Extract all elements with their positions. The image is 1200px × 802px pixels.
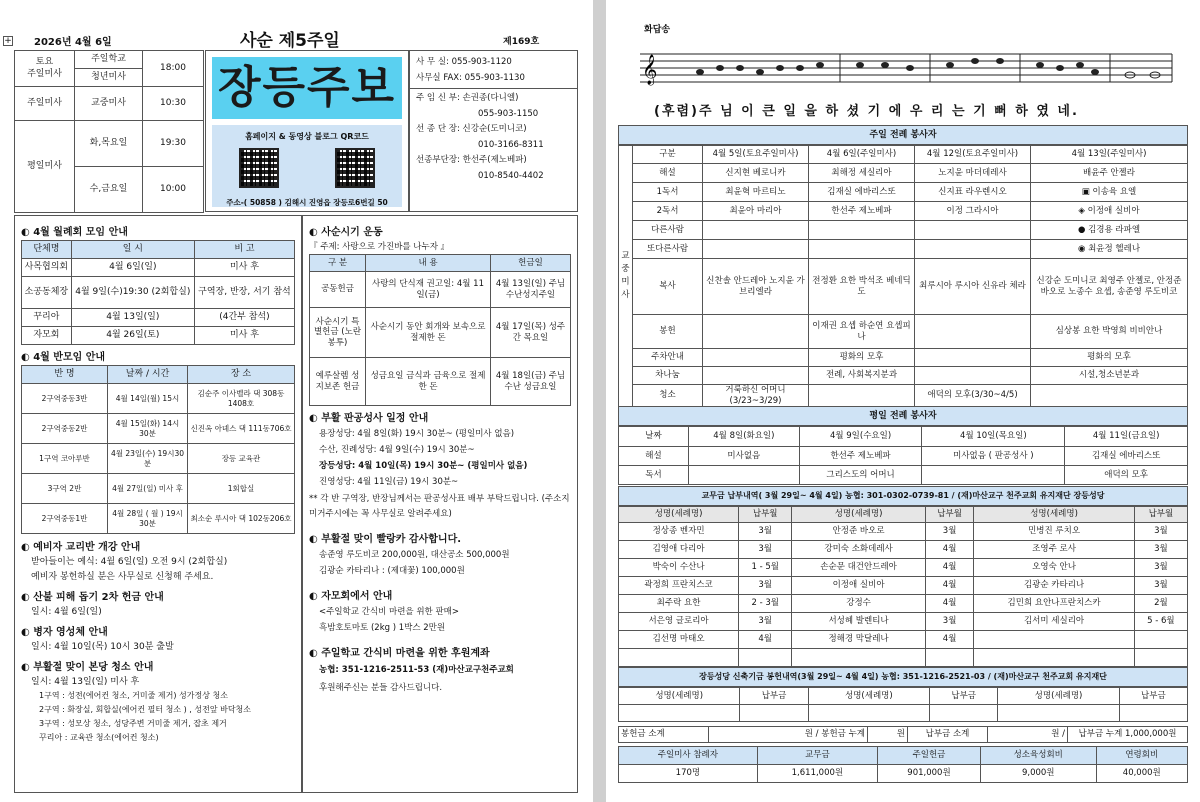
- cell: 3구역 2반: [22, 474, 108, 504]
- dues-title: 교무금 납부내역( 3월 29일~ 4월 4일) 농협: 301-0302-0739-81 / (재)마산교구 천주교회 유지재단 장등성당: [618, 486, 1188, 506]
- cell: 4월: [925, 631, 974, 649]
- cell: 조영주 로사: [974, 541, 1134, 559]
- cell: 원 /: [988, 727, 1068, 743]
- notice-line: 1구역 : 성전(에어컨 청소, 거미줄 제거) 성가정상 청소: [39, 691, 228, 700]
- cell: 최해정 세실리아: [809, 164, 915, 183]
- cell: 4월 26일(토): [71, 327, 194, 345]
- cell: ◈ 이정애 실비아: [1031, 202, 1188, 221]
- bulletin-date: 2026년 4월 6일: [34, 37, 112, 48]
- cell: 납부금 누계 1,000,000원: [1068, 727, 1188, 743]
- issue-number: 제169호: [503, 37, 540, 47]
- col-header: 헌금일: [491, 255, 571, 272]
- cell: 노지윤 마더데레사: [915, 164, 1031, 183]
- donation-title: ◐ 부활절 맞이 빨랑카 감사합니다.: [309, 534, 462, 545]
- cell: 2월: [1134, 595, 1187, 613]
- mass-sub: 교중미사: [75, 87, 143, 121]
- cell: 김서미 세실리아: [974, 613, 1134, 631]
- cell: [974, 631, 1134, 649]
- cell: 심상봉 요한 박영희 비비안나: [1031, 315, 1188, 349]
- penance-line: 수산, 진례성당: 4월 9일(수) 19시 30분~: [319, 445, 475, 455]
- cell: 애덕의 모후: [1065, 466, 1188, 485]
- cell: [809, 221, 915, 240]
- cell: 3월: [1134, 523, 1187, 541]
- cell: 40,000원: [1096, 765, 1187, 783]
- cell: 서은영 글로리아: [619, 613, 739, 631]
- cell: 3월: [739, 523, 792, 541]
- cell: 1 - 5월: [739, 559, 792, 577]
- cell: 곽정희 프란치스코: [619, 577, 739, 595]
- ban-meeting-table: [21, 365, 295, 534]
- mass-day: 주일미사: [15, 87, 75, 121]
- cell: [915, 221, 1031, 240]
- col-header: 반 명: [22, 366, 108, 384]
- cell: 4월 13일(일): [71, 309, 194, 327]
- mothers-line: <주일학교 간식비 마련을 위한 판매>: [319, 607, 460, 617]
- cell: 복사: [633, 259, 703, 315]
- col-header: 4월 12일(토요주일미사): [915, 146, 1031, 164]
- cell: 4월 28일 ( 월 ) 19시30분: [108, 504, 188, 534]
- cell: [703, 315, 809, 349]
- col-header: 내 용: [366, 255, 491, 272]
- cell: 자모회: [22, 327, 72, 345]
- cell: [1134, 631, 1187, 649]
- bulletin-logo: 장등주보: [217, 62, 396, 113]
- cell: [915, 367, 1031, 385]
- cell: 한선주 제노베파: [799, 447, 922, 466]
- lent-table: [309, 254, 571, 406]
- cell: (4간부 참석): [194, 309, 294, 327]
- cell: 전례, 사회복지분과: [809, 367, 915, 385]
- cell: [703, 221, 809, 240]
- monthly-meeting-title: ◐ 4월 월례회 모임 안내: [21, 227, 128, 238]
- fund-table: [618, 687, 1188, 722]
- dues-table: [618, 506, 1188, 667]
- mass-day: 주일미사: [27, 68, 62, 79]
- col-header: 납부월: [739, 507, 792, 523]
- mass-sub: 수,금요일: [75, 167, 143, 213]
- penance-note: ** 각 반 구역장, 반장님께서는 판공성사표 배부 부탁드립니다. (주소지 미거주시에는 꼭 사무실로 알려주세요): [309, 494, 570, 519]
- cell: 예루살렘 성지보존 헌금: [310, 358, 366, 406]
- lent-theme: 『 주제: 사랑으로 가진바를 나누자 』: [309, 242, 450, 252]
- account-line: 후원해주신는 분들 감사드립니다.: [319, 683, 443, 693]
- cell: 김민희 요안나프란치스카: [974, 595, 1134, 613]
- penance-line: 장등성당: 4월 10일(목) 19시 30분~ (평일미사 없음): [319, 461, 528, 471]
- cell: 신강순 도미니코 최영주 안젤로, 안정준 바오로 노종수 요셉, 송준영 루도비코: [1031, 259, 1188, 315]
- weekday-servers-title: 평일 전례 봉사자: [618, 406, 1188, 426]
- right-column: [302, 215, 578, 793]
- cell: ◉ 최윤정 헬레나: [1031, 240, 1188, 259]
- fund-title: 장등성당 신축기금 봉헌내역(3월 29일~ 4월 4일) 농협: 351-1216-2521-03 / (재)마산교구 천주교회 유지재단: [618, 667, 1188, 687]
- cell: 3월: [1134, 577, 1187, 595]
- cell: 3월: [1134, 559, 1187, 577]
- cell: 4월 17일(목) 성주간 목요일: [491, 308, 571, 358]
- logo-block: [205, 50, 409, 212]
- cell: 4월 13일(일) 주님수난성지주일: [491, 272, 571, 308]
- cell: 김선명 마태오: [619, 631, 739, 649]
- cell: 4월: [925, 595, 974, 613]
- music-staff: [640, 44, 1180, 90]
- cell: 2구역중동3반: [22, 384, 108, 414]
- cell: 최윤혁 마르티노: [703, 183, 809, 202]
- cell: 5 - 6월: [1134, 613, 1187, 631]
- notice-line: 일시: 4월 10일(목) 10시 30분 출발: [31, 642, 174, 652]
- mothers-title: ◐ 자모회에서 안내: [309, 591, 393, 602]
- mass-schedule-table: [14, 50, 204, 213]
- col-header: 주일헌금: [878, 747, 981, 765]
- mass-time: 10:00: [143, 167, 204, 213]
- contact-block: [409, 50, 578, 212]
- cell: 주차안내: [633, 349, 703, 367]
- col-header: 성명(세례명): [619, 688, 740, 705]
- cell: 4월: [925, 577, 974, 595]
- col-header: 4월 5일(토요주일미사): [703, 146, 809, 164]
- cell: 4월: [925, 559, 974, 577]
- col-header: 성명(세례명): [619, 507, 739, 523]
- cell: 평화의 모후: [809, 349, 915, 367]
- cell: [809, 240, 915, 259]
- cell: 시설,청소년분과: [1031, 367, 1188, 385]
- cell: 손순문 대건안드레아: [792, 559, 926, 577]
- col-header: 4월 9일(수요일): [799, 427, 922, 447]
- notice-line: 꾸리아 : 교육관 청소(에어컨 청소): [39, 733, 159, 742]
- notice-title: ◐ 예비자 교리반 개강 안내: [21, 542, 141, 553]
- cell: 정상종 벤자민: [619, 523, 739, 541]
- cell: 해설: [619, 447, 689, 466]
- cell: 이정애 실비아: [792, 577, 926, 595]
- cell: 원 / 봉헌금 누계: [709, 727, 868, 743]
- cell: 신지표 라우렌시오: [915, 183, 1031, 202]
- cell: ● 김경용 라파엘: [1031, 221, 1188, 240]
- cell: 최윤아 마리아: [703, 202, 809, 221]
- cell: 1,611,000원: [757, 765, 877, 783]
- cell: [915, 240, 1031, 259]
- cell: 170명: [619, 765, 758, 783]
- col-header: 구 분: [310, 255, 366, 272]
- cell: 3월: [925, 613, 974, 631]
- cell: 미사 후: [194, 327, 294, 345]
- office-phone: 사 무 실: 055-903-1120: [416, 57, 512, 67]
- cell: 신찬솔 안드레아 노지윤 가브리엘라: [703, 259, 809, 315]
- blog-qr-icon[interactable]: [335, 148, 375, 188]
- mass-day: 평일미사: [15, 121, 75, 213]
- cell: 신진옥 아녜스 댁 111동706호: [188, 414, 295, 444]
- homepage-qr-icon[interactable]: [239, 148, 279, 188]
- qr-title: 홈페이지 & 동영상 블로그 QR코드: [245, 132, 369, 141]
- cell: [703, 240, 809, 259]
- cell: 4월 6일(일): [71, 259, 194, 277]
- penance-title: ◐ 부활 판공성사 일정 안내: [309, 413, 429, 424]
- col-header: 납부월: [925, 507, 974, 523]
- cell: 2구역중동1반: [22, 504, 108, 534]
- cell: 4월 14일(월) 15시: [108, 384, 188, 414]
- cell: 원: [868, 727, 908, 743]
- sunday-servers-title: 주일 전례 봉사자: [618, 125, 1188, 145]
- cell: 최소순 루시아 댁 102동206호: [188, 504, 295, 534]
- cell: 4월 27일(일) 미사 후: [108, 474, 188, 504]
- cell: 해설: [633, 164, 703, 183]
- cell: 구역장, 반장, 서기 참석: [194, 277, 294, 309]
- cell: 901,000원: [878, 765, 981, 783]
- cell: 4월: [739, 631, 792, 649]
- page-title: 사순 제5주일: [240, 31, 340, 51]
- mothers-line: 흑밤호토마토 (2kg ) 1박스 2만원: [319, 623, 446, 633]
- cell: 서성혜 발렌티나: [792, 613, 926, 631]
- cell: 김순주 이사벨라 댁 308동1408호: [188, 384, 295, 414]
- col-header: 교무금: [757, 747, 877, 765]
- col-header: 4월 6일(주일미사): [809, 146, 915, 164]
- cell: 4월 15일(화) 14시 30분: [108, 414, 188, 444]
- lent-title: ◐ 사순시기 운동: [309, 227, 383, 238]
- cell: 소공동체장: [22, 277, 72, 309]
- cell: 거룩하신 어머니 (3/23~3/29): [703, 385, 809, 407]
- priest-name: 주 임 신 부: 손권종(다니엘): [416, 93, 519, 103]
- sunday-servers-table: [618, 145, 1188, 407]
- col-header: 단체명: [22, 241, 72, 259]
- church-address: 주소-( 50858 ) 김해시 진영읍 장등로6번길 50: [226, 198, 388, 207]
- cell: 3월: [925, 523, 974, 541]
- vice-chair-name: 선종부단장: 한선주(제노베파): [416, 155, 527, 165]
- cell: 한선주 제노베파: [809, 202, 915, 221]
- col-header: 날짜: [619, 427, 689, 447]
- cell: [915, 349, 1031, 367]
- cell: 그리스도의 어머니: [799, 466, 922, 485]
- col-header: 성명(세례명): [792, 507, 926, 523]
- col-header: 성소육성회비: [980, 747, 1096, 765]
- cell: [703, 367, 809, 385]
- cell: 공동헌금: [310, 272, 366, 308]
- mass-sub: 청년미사: [75, 69, 143, 87]
- col-header: 장 소: [188, 366, 295, 384]
- cell: 평화의 모후: [1031, 349, 1188, 367]
- donation-line: 김광순 카타리나 : (제대꽃) 100,000원: [319, 566, 465, 576]
- col-header: 구분: [633, 146, 703, 164]
- cell: 애덕의 모후(3/30~4/5): [915, 385, 1031, 407]
- weekday-servers-table: [618, 426, 1188, 485]
- penance-line: 용장성당: 4월 8일(화) 19시 30분~ (평일미사 없음): [319, 429, 515, 439]
- cell: [915, 315, 1031, 349]
- col-header: 성명(세례명): [974, 507, 1134, 523]
- vice-chair-phone: 010-8540-4402: [478, 170, 544, 181]
- cell: 미사 후: [194, 259, 294, 277]
- totals-table: [618, 726, 1188, 743]
- notice-line: 2구역 : 화장실, 회합실(에어컨 필터 청소 ) , 성전앞 바닥청소: [39, 705, 252, 714]
- mass-sub: 화,목요일: [75, 121, 143, 167]
- col-header: 납부금: [930, 688, 998, 705]
- cell: 사랑의 단식재 권고일: 4월 11일(금): [366, 272, 491, 308]
- notice-line: 받아들이는 예식: 4월 6일(일) 오전 9시 (2회합실): [31, 557, 228, 567]
- cell: 1회합실: [188, 474, 295, 504]
- cell: 박숙이 수산나: [619, 559, 739, 577]
- col-header: 성명(세례명): [808, 688, 929, 705]
- col-header: 4월 11일(금요일): [1065, 427, 1188, 447]
- col-header: 납부월: [1134, 507, 1187, 523]
- cell: 이정 그라시아: [915, 202, 1031, 221]
- col-header: 날짜 / 시간: [108, 366, 188, 384]
- cell: 2독서: [633, 202, 703, 221]
- cell: 3월: [1134, 541, 1187, 559]
- cell: 이재권 요셉 하순연 요셉피나: [809, 315, 915, 349]
- cell: 김재실 에바리스또: [809, 183, 915, 202]
- office-fax: 사무실 FAX: 055-903-1130: [416, 72, 525, 83]
- left-page: [0, 0, 593, 802]
- cell: 오영숙 안나: [974, 559, 1134, 577]
- col-header: 4월 8일(화요일): [689, 427, 800, 447]
- logo-banner: [212, 57, 402, 119]
- cell: [703, 349, 809, 367]
- notice-line: 일시: 4월 13일(일) 미사 후: [31, 677, 140, 687]
- notice-line: 예비자 봉헌하실 분은 사무실로 신청해 주세요.: [31, 572, 214, 582]
- mass-time: 10:30: [143, 87, 204, 121]
- hymn-label: 화답송: [644, 25, 671, 35]
- left-column: [14, 215, 302, 793]
- notice-title: ◐ 산불 피해 돕기 2차 헌금 안내: [21, 592, 164, 603]
- chair-name: 선 종 단 장: 신강순(도미니코): [416, 124, 527, 134]
- cell: 3월: [739, 577, 792, 595]
- move-handle-icon[interactable]: +: [4, 36, 12, 46]
- account-title: ◐ 주일학교 간식비 마련을 위한 후원계좌: [309, 648, 490, 659]
- col-header: 4월 13일(주일미사): [1031, 146, 1188, 164]
- cell: [922, 466, 1065, 485]
- mass-sub: 주일학교: [75, 51, 143, 69]
- cell: 꾸리아: [22, 309, 72, 327]
- col-header: 성명(세례명): [998, 688, 1119, 705]
- col-header: 연령회비: [1096, 747, 1187, 765]
- cell: 1구역 코아루반: [22, 444, 108, 474]
- cell: 4월 23일(수) 19시30분: [108, 444, 188, 474]
- cell: 봉헌: [633, 315, 703, 349]
- cell: [809, 385, 915, 407]
- mass-type-label: 교 중 미 사: [619, 146, 633, 407]
- cell: 김영애 다리아: [619, 541, 739, 559]
- cell: 납부금 소계: [908, 727, 988, 743]
- cell: 최주락 요한: [619, 595, 739, 613]
- cell: [689, 466, 800, 485]
- cell: 4월 9일(수)19:30 (2회합실): [71, 277, 194, 309]
- mass-time: 18:00: [143, 51, 204, 87]
- cell: 강정수: [792, 595, 926, 613]
- cell: 독서: [619, 466, 689, 485]
- cell: 민병진 루치오: [974, 523, 1134, 541]
- cell: 신지현 베로니카: [703, 164, 809, 183]
- cell: 김광순 카타리나: [974, 577, 1134, 595]
- notice-line: 3구역 : 성모상 청소, 성당주변 거미줄 제거, 잡초 제거: [39, 719, 227, 728]
- col-header: 4월 10일(목요일): [922, 427, 1065, 447]
- cell: 3월: [739, 541, 792, 559]
- col-header: 주일미사 참례자: [619, 747, 758, 765]
- cell: 미사없음 ( 판공성사 ): [922, 447, 1065, 466]
- cell: 정해경 막달레나: [792, 631, 926, 649]
- cell: 사순시기 동안 회개와 보속으로 절제한 돈: [366, 308, 491, 358]
- monthly-meeting-table: [21, 240, 295, 345]
- notice-title: ◐ 부활절 맞이 본당 청소 안내: [21, 662, 154, 673]
- mass-time: 19:30: [143, 121, 204, 167]
- col-header: 비 고: [194, 241, 294, 259]
- cell: 차나눔: [633, 367, 703, 385]
- hymn-lyric: (후렴)주 님 이 큰 일 을 하 셨 기 에 우 리 는 기 뻐 하 였 네.: [654, 104, 1079, 119]
- cell: 9,000원: [980, 765, 1096, 783]
- col-header: 납부금: [740, 688, 808, 705]
- cell: 다른사람: [633, 221, 703, 240]
- cell: 김재실 에바리스또: [1065, 447, 1188, 466]
- cell: 4월: [925, 541, 974, 559]
- cell: 전정환 요한 박석조 베네딕도: [809, 259, 915, 315]
- priest-phone: 055-903-1150: [478, 108, 539, 119]
- ban-meeting-title: ◐ 4월 반모임 안내: [21, 352, 106, 363]
- cell: [1031, 385, 1188, 407]
- cell: 1독서: [633, 183, 703, 202]
- cell: 미사없음: [689, 447, 800, 466]
- mass-day: 토요: [35, 57, 54, 68]
- cell: 청소: [633, 385, 703, 407]
- chair-phone: 010-3166-8311: [478, 139, 544, 150]
- cell: 안정준 바오로: [792, 523, 926, 541]
- cell: 2 - 3월: [739, 595, 792, 613]
- account-line: 농협: 351-1216-2511-53 (재)마산교구천주교회: [319, 665, 514, 675]
- cell: 또다른사람: [633, 240, 703, 259]
- donation-line: 송준영 루도비코 200,000원, 대산공소 500,000원: [319, 550, 510, 560]
- cell: 최루시아 루시아 신유라 체라: [915, 259, 1031, 315]
- cell: 성금요일 금식과 금육으로 절제한 돈: [366, 358, 491, 406]
- right-page: [606, 0, 1200, 802]
- cell: 4월 18일(금) 주님수난 성금요일: [491, 358, 571, 406]
- notice-line: 일시: 4월 6일(일): [31, 607, 102, 617]
- cell: 사목협의회: [22, 259, 72, 277]
- col-header: 납부금: [1119, 688, 1187, 705]
- cell: 배윤주 안젤라: [1031, 164, 1188, 183]
- cell: 봉헌금 소계: [619, 727, 709, 743]
- cell: 강미숙 소화데레사: [792, 541, 926, 559]
- cell: ▣ 이송육 요엘: [1031, 183, 1188, 202]
- cell: 3월: [739, 613, 792, 631]
- treble-clef-icon: 𝄞: [642, 55, 658, 85]
- cell: 사순시기 특별헌금 (노란봉투): [310, 308, 366, 358]
- cell: 2구역중동2반: [22, 414, 108, 444]
- notice-title: ◐ 병자 영성체 안내: [21, 627, 108, 638]
- summary-table: [618, 746, 1188, 783]
- penance-line: 진영성당: 4월 11일(금) 19시 30분~: [319, 477, 459, 487]
- cell: 장등 교육관: [188, 444, 295, 474]
- col-header: 일 시: [71, 241, 194, 259]
